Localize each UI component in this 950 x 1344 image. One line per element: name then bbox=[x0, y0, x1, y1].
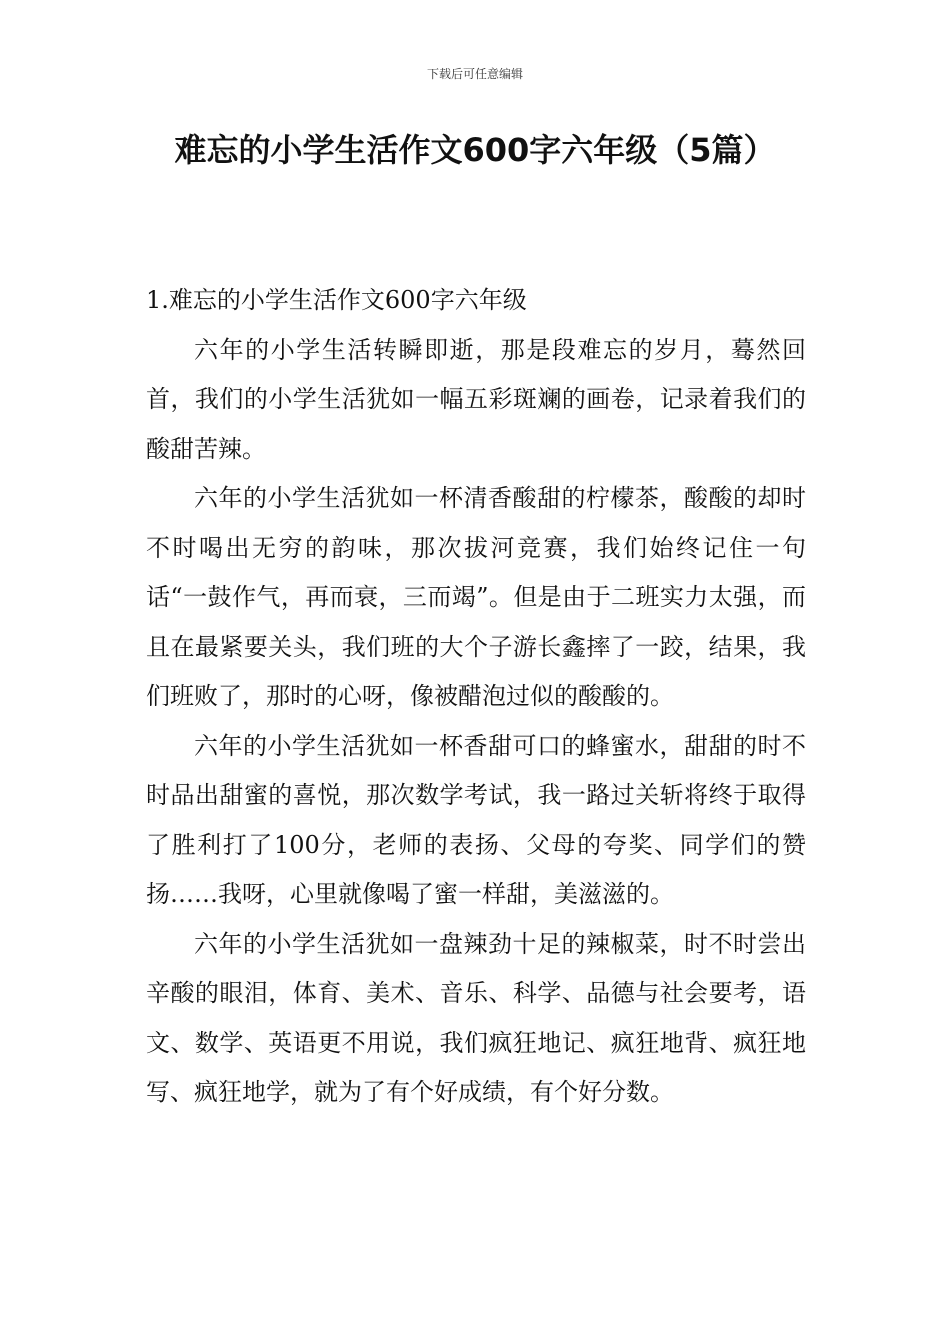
header-note: 下载后可任意编辑 bbox=[426, 67, 523, 81]
document-body bbox=[146, 276, 806, 1118]
paragraph-2: 六年的小学生活犹如一杯清香酸甜的柠檬茶，酸酸的却时不时喝出无穷的韵味，那次拔河竞赛，我们始终记住一句话“一鼓作气，再而衰，三而竭”。但是由于二班实力太强，而且在最紧要关头，我们班的大个子游长鑫摔了一跤，结果，我们班败了，那时的心呀，像被醋泡过似的酸酸的。 bbox=[146, 484, 806, 710]
paragraph-3: 六年的小学生活犹如一杯香甜可口的蜂蜜水，甜甜的时不时品出甜蜜的喜悦，那次数学考试，我一路过关斩将终于取得了胜利打了100分，老师的表扬、父母的夸奖、同学们的赞扬……我呀，心里就像喝了蜜一样甜，美滋滋的。 bbox=[146, 731, 806, 908]
document-title: 难忘的小学生活作文600字六年级（5篇） bbox=[174, 131, 776, 169]
paragraph-4: 六年的小学生活犹如一盘辣劲十足的辣椒菜，时不时尝出辛酸的眼泪，体育、美术、音乐、科学、品德与社会要考，语文、数学、英语更不用说，我们疯狂地记、疯狂地背、疯狂地写、疯狂地学，就为了有个好成绩，有个好分数。 bbox=[146, 929, 806, 1106]
paragraph-1: 六年的小学生活转瞬即逝，那是段难忘的岁月，蓦然回首，我们的小学生活犹如一幅五彩斑斓的画卷，记录着我们的酸甜苦辣。 bbox=[146, 335, 806, 463]
section-heading: 1.难忘的小学生活作文600字六年级 bbox=[146, 286, 527, 314]
